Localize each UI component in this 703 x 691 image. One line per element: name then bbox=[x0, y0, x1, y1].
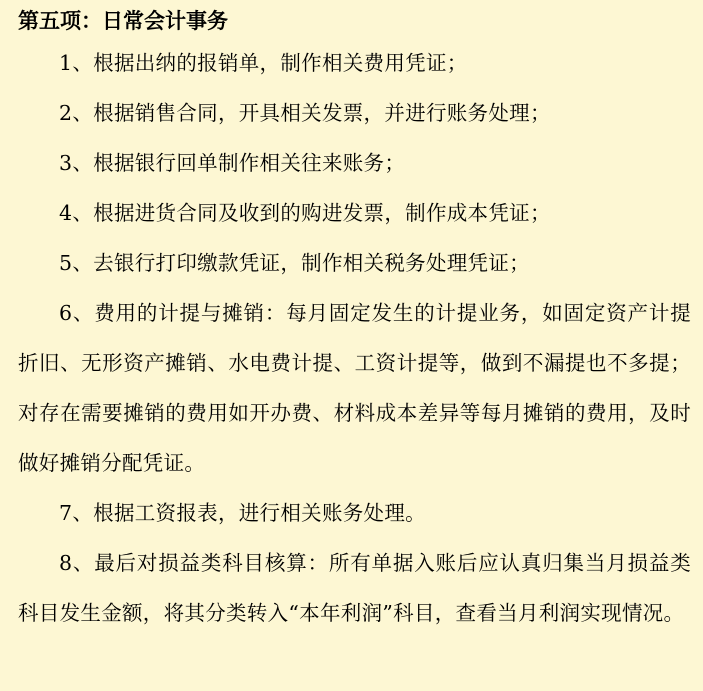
task-item-2: 2、根据销售合同，开具相关发票，并进行账务处理； bbox=[59, 101, 551, 125]
task-item-7: 7、根据工资报表，进行相关账务处理。 bbox=[59, 501, 426, 525]
task-item-5: 5、去银行打印缴款凭证，制作相关税务处理凭证； bbox=[59, 251, 530, 275]
task-item-1: 1、根据出纳的报销单，制作相关费用凭证； bbox=[59, 51, 468, 75]
task-item-3: 3、根据银行回单制作相关往来账务； bbox=[59, 151, 406, 175]
task-item-4: 4、根据进货合同及收到的购进发票，制作成本凭证； bbox=[59, 201, 551, 225]
section-title: 第五项：日常会计事务 bbox=[18, 9, 228, 33]
task-item-8: 8、最后对损益类科目核算：所有单据入账后应认真归集当月损益类科目发生金额，将其分类转入“本年利润”科目，查看当月利润实现情况。 bbox=[18, 551, 691, 625]
task-list bbox=[18, 38, 691, 638]
task-item-6: 6、费用的计提与摊销：每月固定发生的计提业务，如固定资产计提折旧、无形资产摊销、水电费计提、工资计提等，做到不漏提也不多提；对存在需要摊销的费用如开办费、材料成本差异等每月摊销的费用，及时做好摊销分配凭证。 bbox=[18, 301, 691, 475]
